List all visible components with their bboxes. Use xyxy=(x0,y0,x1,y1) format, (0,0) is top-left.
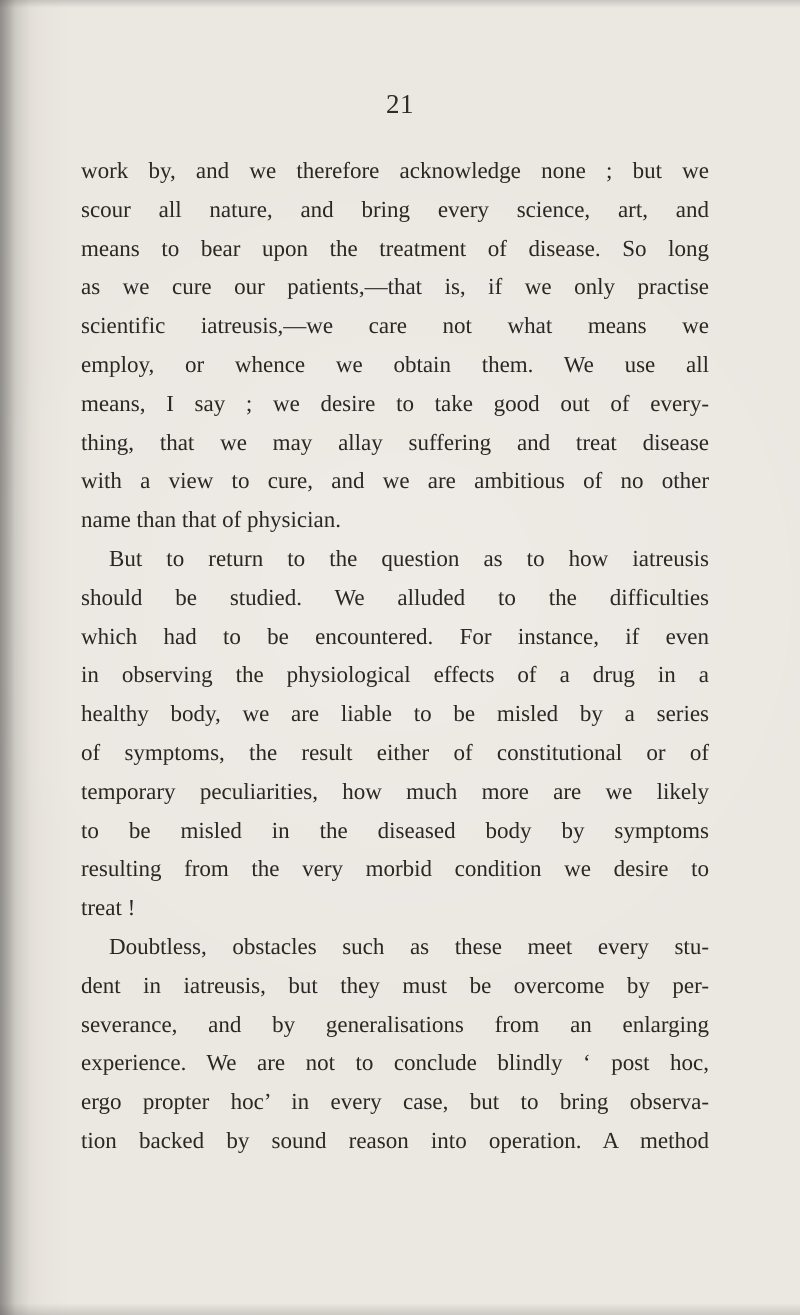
text-line: temporary peculiarities, how much more are we likely xyxy=(81,778,709,804)
text-line: scientific iatreusis,—we care not what means we xyxy=(81,313,709,339)
text-line: ergo propter hoc’ in every case, but to bring observa- xyxy=(81,1089,709,1115)
text-line: means, I say ; we desire to take good out of every- xyxy=(81,390,709,416)
text-line: tion backed by sound reason into operation. A method xyxy=(81,1127,709,1153)
text-line: as we cure our patients,—that is, if we only practise xyxy=(81,274,709,300)
text-line: employ, or whence we obtain them. We use all xyxy=(81,351,709,377)
paragraph-start-line: Doubtless, obstacles such as these meet every stu- xyxy=(109,933,709,959)
paragraph-end-line: treat ! xyxy=(81,895,136,921)
text-line: healthy body, we are liable to be misled by a series xyxy=(81,701,709,727)
text-line: dent in iatreusis, but they must be overcome by per- xyxy=(81,972,709,998)
text-line: should be studied. We alluded to the difficulties xyxy=(81,584,709,610)
paragraph-end-line: name than that of physician. xyxy=(81,507,341,533)
top-page-edge xyxy=(0,0,800,8)
paragraph-start-line: But to return to the question as to how iatreusis xyxy=(109,545,709,571)
gutter-shadow xyxy=(0,0,30,1315)
text-line: to be misled in the diseased body by symptoms xyxy=(81,817,709,843)
text-line: scour all nature, and bring every science, art, and xyxy=(81,196,709,222)
text-line: of symptoms, the result either of constitutional or of xyxy=(81,739,709,765)
body-text xyxy=(81,152,709,1161)
page-number: 21 xyxy=(386,89,414,119)
text-line: thing, that we may allay suffering and treat disease xyxy=(81,429,709,455)
bottom-page-edge xyxy=(0,1303,800,1315)
text-line: means to bear upon the treatment of disease. So long xyxy=(81,235,709,261)
text-line: resulting from the very morbid condition we desire to xyxy=(81,856,709,882)
text-line: in observing the physiological effects of a drug in a xyxy=(81,662,709,688)
text-line: work by, and we therefore acknowledge none ; but we xyxy=(81,158,709,183)
text-line: experience. We are not to conclude blindly ‘ post hoc, xyxy=(81,1050,709,1076)
text-line: which had to be encountered. For instance, if even xyxy=(81,623,709,649)
text-line: with a view to cure, and we are ambitious of no other xyxy=(81,468,709,494)
text-line: severance, and by generalisations from an enlarging xyxy=(81,1011,709,1037)
